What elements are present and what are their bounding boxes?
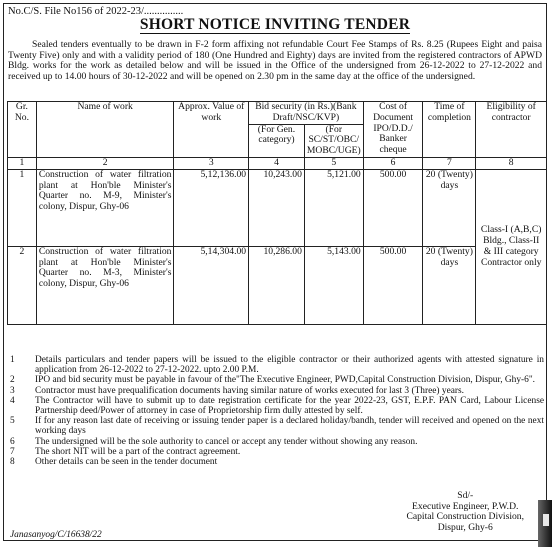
notes-list (7, 355, 547, 467)
scan-edge-mark (543, 514, 549, 526)
row-number: 2 (8, 246, 37, 324)
column-number: 1 (8, 157, 37, 169)
bid-sc: 5,143.00 (304, 246, 363, 324)
note-text: Details particulars and tender papers will be issued to the eligible contractor or their authorized agents with attested signature in application from 26-12-2022 to 27-12-2022. upto 2.00 P.M. (35, 355, 544, 376)
signature-block (406, 491, 524, 533)
cost-of-document: 500.00 (363, 169, 423, 246)
signature-division: Capital Construction Division, (406, 511, 524, 523)
column-number: 3 (174, 157, 249, 169)
column-number: 5 (304, 157, 363, 169)
work-name: Construction of water filtration plant at Hon'ble Minister's Quarter no. M-3, Minister's colony, Dispur, Ghy-06 (36, 246, 174, 324)
reference-number: Janasanyog/C/16638/22 (10, 530, 102, 540)
column-number: 6 (363, 157, 423, 169)
header-approx-value: Approx. Value of work (174, 102, 249, 158)
note-text: Contractor must have prequalification documents having similar nature of works executed for last 3 (Three) years. (35, 385, 465, 396)
note-number: 6 (10, 436, 15, 447)
note-text: IPO and bid security must be payable in favour of the"The Executive Engineer, PWD,Capital Construction Division, Dispur, Ghy-6". (35, 375, 536, 386)
file-number: No.C/S. File No156 of 2022-23/............... (8, 6, 184, 17)
signature-sd: Sd/- (457, 490, 474, 501)
notice-title-text: SHORT NOTICE INVITING TENDER (139, 16, 411, 33)
intro-paragraph: Sealed tenders eventually to be drawn in F-2 form affixing not refundable Court Fee Stamps of Rs. 8.25 (Rupees Eight and paisa Twenty Five) only and with a validity period of 180 (One Hundred and Eighty) days are invited from the registered contractors of APWD Bldg. works for the work as detailed below and will be issued in the Office of the undersigned from 26-12-2022 to 27-12-2022 and received up to 14.00 hours of 30-12-2022 and will be opened on 2.30 pm in the same day at the office of the undersigned. (8, 39, 542, 82)
note-number: 4 (10, 395, 15, 406)
list-item (7, 437, 547, 447)
note-text: The undersigned will be the sole authority to cancel or accept any tender without showing any reason. (35, 436, 418, 447)
signature-designation: Executive Engineer, P.W.D. (412, 500, 519, 512)
list-item (7, 457, 547, 467)
note-number: 1 (10, 355, 15, 365)
header-bid-security: Bid security (in Rs.)(Bank Draft/NSC/KVP) (249, 102, 364, 125)
time-of-completion: 20 (Twenty) days (423, 169, 476, 246)
list-item (7, 375, 547, 385)
note-number: 7 (10, 446, 15, 457)
header-row (8, 102, 547, 125)
column-number-row (8, 157, 547, 169)
note-text: The short NIT will be a part of the contract agreement. (35, 446, 241, 457)
bid-sc: 5,121.00 (304, 169, 363, 246)
column-number: 8 (476, 157, 547, 169)
note-text: Other details can be seen in the tender document (35, 457, 218, 468)
column-number: 7 (423, 157, 476, 169)
approx-value: 5,14,304.00 (174, 246, 249, 324)
header-bid-sc: (For SC/ST/OBC/ MOBC/UGE) (304, 124, 363, 157)
signature-location: Dispur, Ghy-6 (437, 521, 493, 533)
note-number: 8 (10, 457, 15, 468)
time-of-completion: 20 (Twenty) days (423, 246, 476, 324)
header-eligibility: Eligibility of contractor (476, 102, 547, 158)
header-cost-of-document: Cost of Document IPO/D.D./ Banker cheque (363, 102, 423, 158)
row-number: 1 (8, 169, 37, 246)
list-item (7, 386, 547, 396)
note-number: 5 (10, 416, 15, 427)
header-bid-gen: (For Gen. category) (249, 124, 305, 157)
header-name-of-work: Name of work (36, 102, 174, 158)
approx-value: 5,12,136.00 (174, 169, 249, 246)
header-gr-no: Gr. No. (8, 102, 37, 158)
note-text: If for any reason last date of receiving or issuing tender paper is a declared holiday/bandh, tender will received and opened on the next working days (35, 416, 544, 437)
header-time-of-completion: Time of completion (423, 102, 476, 158)
list-item (7, 416, 547, 436)
table-row (8, 169, 547, 246)
notice-title (4, 16, 546, 34)
list-item (7, 447, 547, 457)
note-text: The Contractor will have to submit up to date registration certificate for the year 2022-23, GST, E.P.F. PAN Card, Labour License Partnership deed/Power of attorney in case of Proprietorship firm dully attested by self. (35, 395, 544, 417)
column-number: 4 (249, 157, 305, 169)
column-number: 2 (36, 157, 174, 169)
cost-of-document: 500.00 (363, 246, 423, 324)
note-number: 3 (10, 385, 15, 396)
tender-notice (3, 3, 547, 541)
eligibility-text: Class-I (A,B,C) Bldg., Class-II & III category Contractor only (476, 169, 547, 324)
work-name: Construction of water filtration plant at Hon'ble Minister's Quarter no. M-9, Minister's colony, Dispur, Ghy-06 (36, 169, 174, 246)
tender-table (7, 101, 547, 325)
table-row (8, 246, 547, 324)
bid-gen: 10,243.00 (249, 169, 305, 246)
list-item (7, 355, 547, 375)
bid-gen: 10,286.00 (249, 246, 305, 324)
note-number: 2 (10, 375, 15, 386)
list-item (7, 396, 547, 416)
